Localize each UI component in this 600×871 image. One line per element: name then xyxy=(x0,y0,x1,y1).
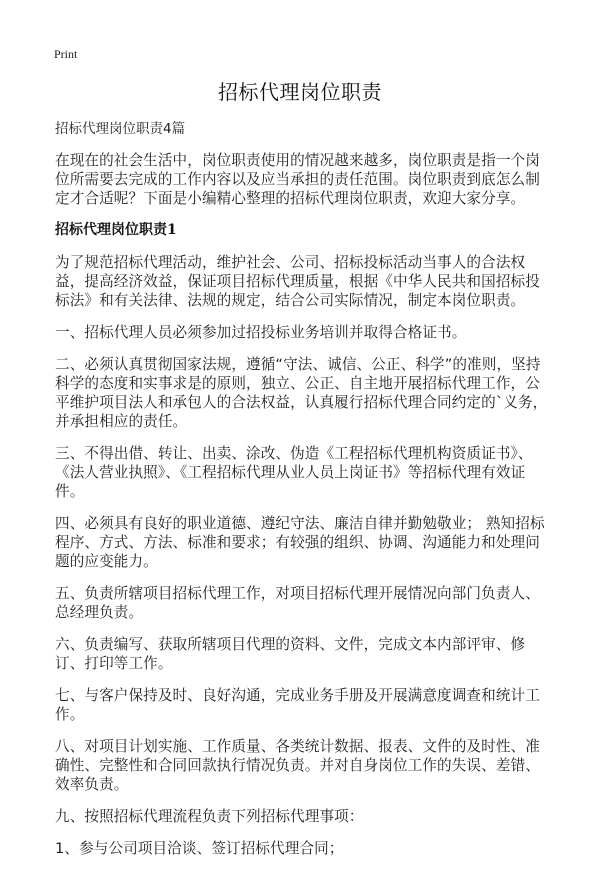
paragraph-item-8: 八、对项目计划实施、工作质量、各类统计数据、报表、文件的及时性、准确性、完整性和合同回款执行情况负责。并对自身岗位工作的失误、差错、效率负责。 xyxy=(55,738,540,793)
intro-paragraph: 在现在的社会生活中，岗位职责使用的情况越来越多，岗位职责是指一个岗位所需要去完成的工作内容以及应当承担的责任范围。岗位职责到底怎么制定才合适呢？下面是小编精心整理的招标代理岗位职责，欢迎大家分享。 xyxy=(55,152,540,207)
paragraph-item-3: 三、不得出借、转让、出卖、涂改、伪造《工程招标代理机构资质证书》、《法人营业执照》、《工程招标代理从业人员上岗证书》等招标代理有效证件。 xyxy=(55,445,533,500)
paragraph-item-7: 七、与客户保持及时、良好沟通，完成业务手册及开展满意度调查和统计工作。 xyxy=(55,687,540,723)
section-heading: 招标代理岗位职责1 xyxy=(55,222,177,238)
paragraph-item-9: 九、按照招标代理流程负责下列招标代理事项： xyxy=(55,808,364,825)
document-body xyxy=(55,120,550,871)
paragraph-item-1: 一、招标代理人员必须参加过招投标业务培训并取得合格证书。 xyxy=(55,324,467,341)
document-subtitle: 招标代理岗位职责4篇 xyxy=(55,121,186,137)
document-title: 招标代理岗位职责 xyxy=(218,80,382,104)
paragraph-item-5: 五、负责所辖项目招标代理工作，对项目招标代理开展情况向部门负责人、总经理负责。 xyxy=(55,585,540,621)
paragraph-item-6: 六、负责编写、获取所辖项目代理的资料、文件，完成文本内部评审、修订、打印等工作。 xyxy=(55,636,526,672)
print-label: Print xyxy=(54,47,78,61)
paragraph-subitem-1: 1、参与公司项目洽谈、签订招标代理合同； xyxy=(55,840,344,857)
paragraph-preamble: 为了规范招标代理活动，维护社会、公司、招标投标活动当事人的合法权益，提高经济效益，保证项目招标代理质量，根据《中华人民共和国招标投标法》和有关法律、法规的规定，结合公司实际情况，制定本岗位职责。 xyxy=(55,254,540,309)
paragraph-item-2: 二、必须认真贯彻国家法规，遵循“守法、诚信、公正、科学”的准则，坚持科学的态度和实事求是的原则，独立、公正、自主地开展招标代理工作，公平维护项目法人和承包人的合法权益，认真履行招标代理合同约定的`义务，并承担相应的责任。 xyxy=(55,356,548,430)
paragraph-item-4: 四、必须具有良好的职业道德、遵纪守法、廉洁自律并勤勉敬业； 熟知招标程序、方式、方法、标准和要求；有较强的组织、协调、沟通能力和处理问题的应变能力。 xyxy=(55,515,545,570)
